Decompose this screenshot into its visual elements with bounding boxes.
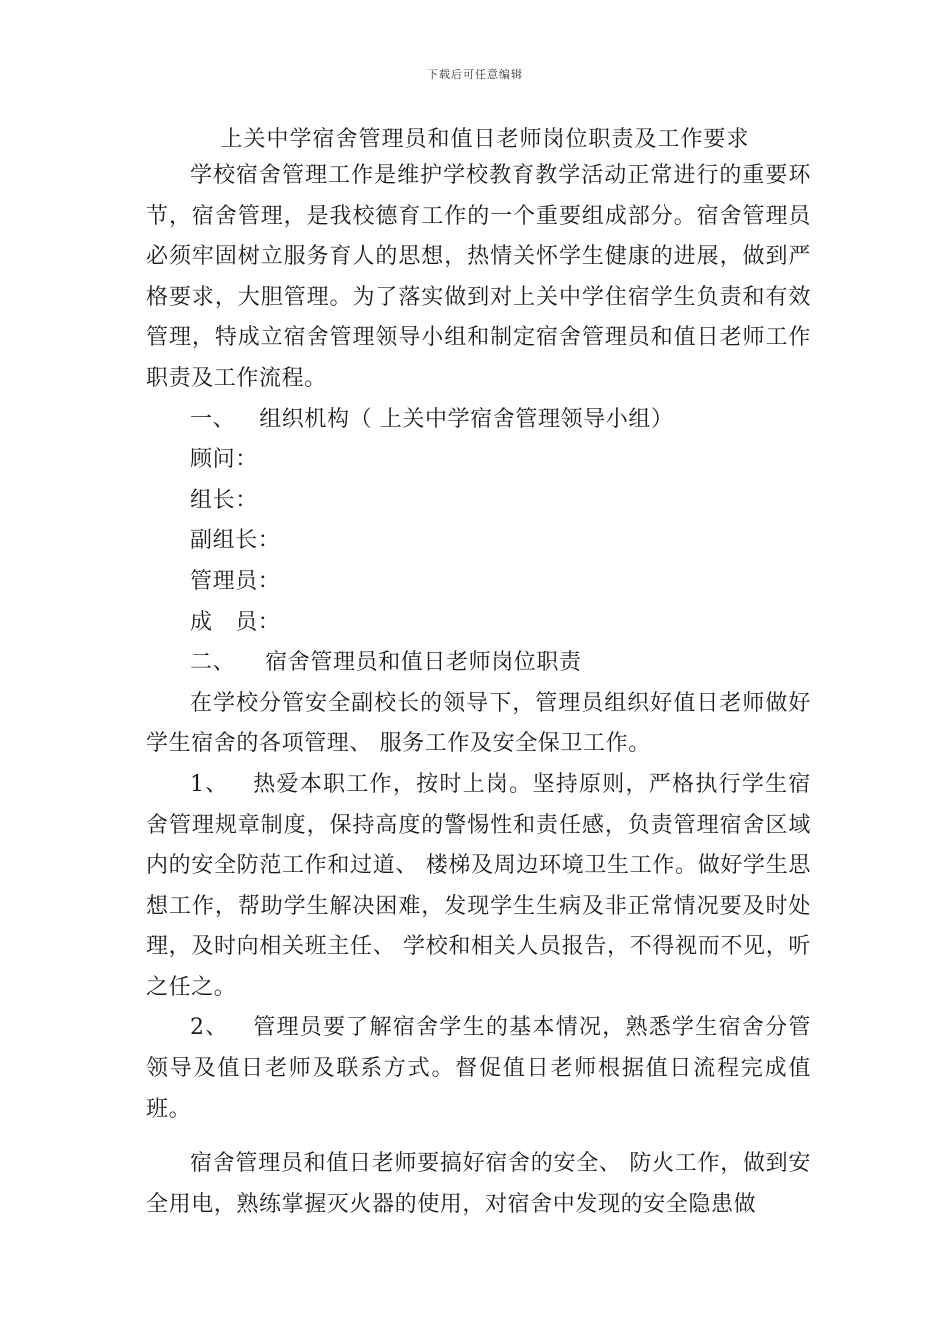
section2-heading bbox=[146, 643, 811, 684]
document-title: 上关中学宿舍管理员和值日老师岗位职责及工作要求 bbox=[220, 127, 750, 152]
duty-item-1-text: 热爱本职工作，按时上岗。坚持原则，严格执行学生宿舍管理规章制度，保持高度的警惕性和责任感，负责管理宿舍区域内的安全防范工作和过道、 楼梯及周边环境卫生工作。做好学生思想工作，帮助学生解决困难，发现学生生病及非正常情况要及时处理，及时向相关班主任、 学校和相关人员报告，不得视而不见，听之任之。 bbox=[146, 771, 812, 1000]
role-deputy-leader: 副组长： bbox=[190, 528, 281, 554]
section2-number: 二、 bbox=[190, 650, 236, 676]
role-administrator: 管理员： bbox=[190, 568, 281, 594]
intro-paragraph: 学校宿舍管理工作是维护学校教育教学活动正常进行的重要环节，宿舍管理，是我校德育工作的一个重要组成部分。宿舍管理员必须牢固树立服务育人的思想，热情关怀学生健康的进展，做到严格要求，大胆管理。为了落实做到对上关中学住宿学生负责和有效管理，特成立宿舍管理领导小组和制定宿舍管理员和值日老师工作职责及工作流程。 bbox=[146, 163, 811, 391]
closing-paragraph: 宿舍管理员和值日老师要搞好宿舍的安全、 防火工作，做到安全用电，熟练掌握灭火器的使用，对宿舍中发现的安全隐患做 bbox=[146, 1151, 811, 1217]
document-body bbox=[146, 156, 811, 1225]
role-leader: 组长： bbox=[190, 487, 258, 513]
duty-item-2-number: 2、 bbox=[190, 1015, 229, 1041]
role-advisor: 顾问： bbox=[190, 447, 258, 473]
duty-item-1 bbox=[146, 765, 811, 1009]
duty-item-1-number: 1、 bbox=[190, 771, 229, 797]
duty-item-2 bbox=[146, 1008, 811, 1130]
section1-heading bbox=[146, 400, 811, 441]
section1-heading-text: 组织机构（ 上关中学宿舍管理领导小组） bbox=[259, 406, 674, 432]
duty-item-2-text: 管理员要了解宿舍学生的基本情况，熟悉学生宿舍分管领导及值日老师及联系方式。督促值日老师根据值日流程完成值班。 bbox=[146, 1015, 812, 1122]
section1-number: 一、 bbox=[190, 406, 236, 432]
section2-heading-text: 宿舍管理员和值日老师岗位职责 bbox=[265, 650, 582, 676]
header-note: 下载后可任意编辑 bbox=[427, 68, 523, 81]
role-member: 成 员： bbox=[190, 609, 281, 635]
section2-intro: 在学校分管安全副校长的领导下，管理员组织好值日老师做好学生宿舍的各项管理、 服务工作及安全保卫工作。 bbox=[146, 690, 811, 757]
